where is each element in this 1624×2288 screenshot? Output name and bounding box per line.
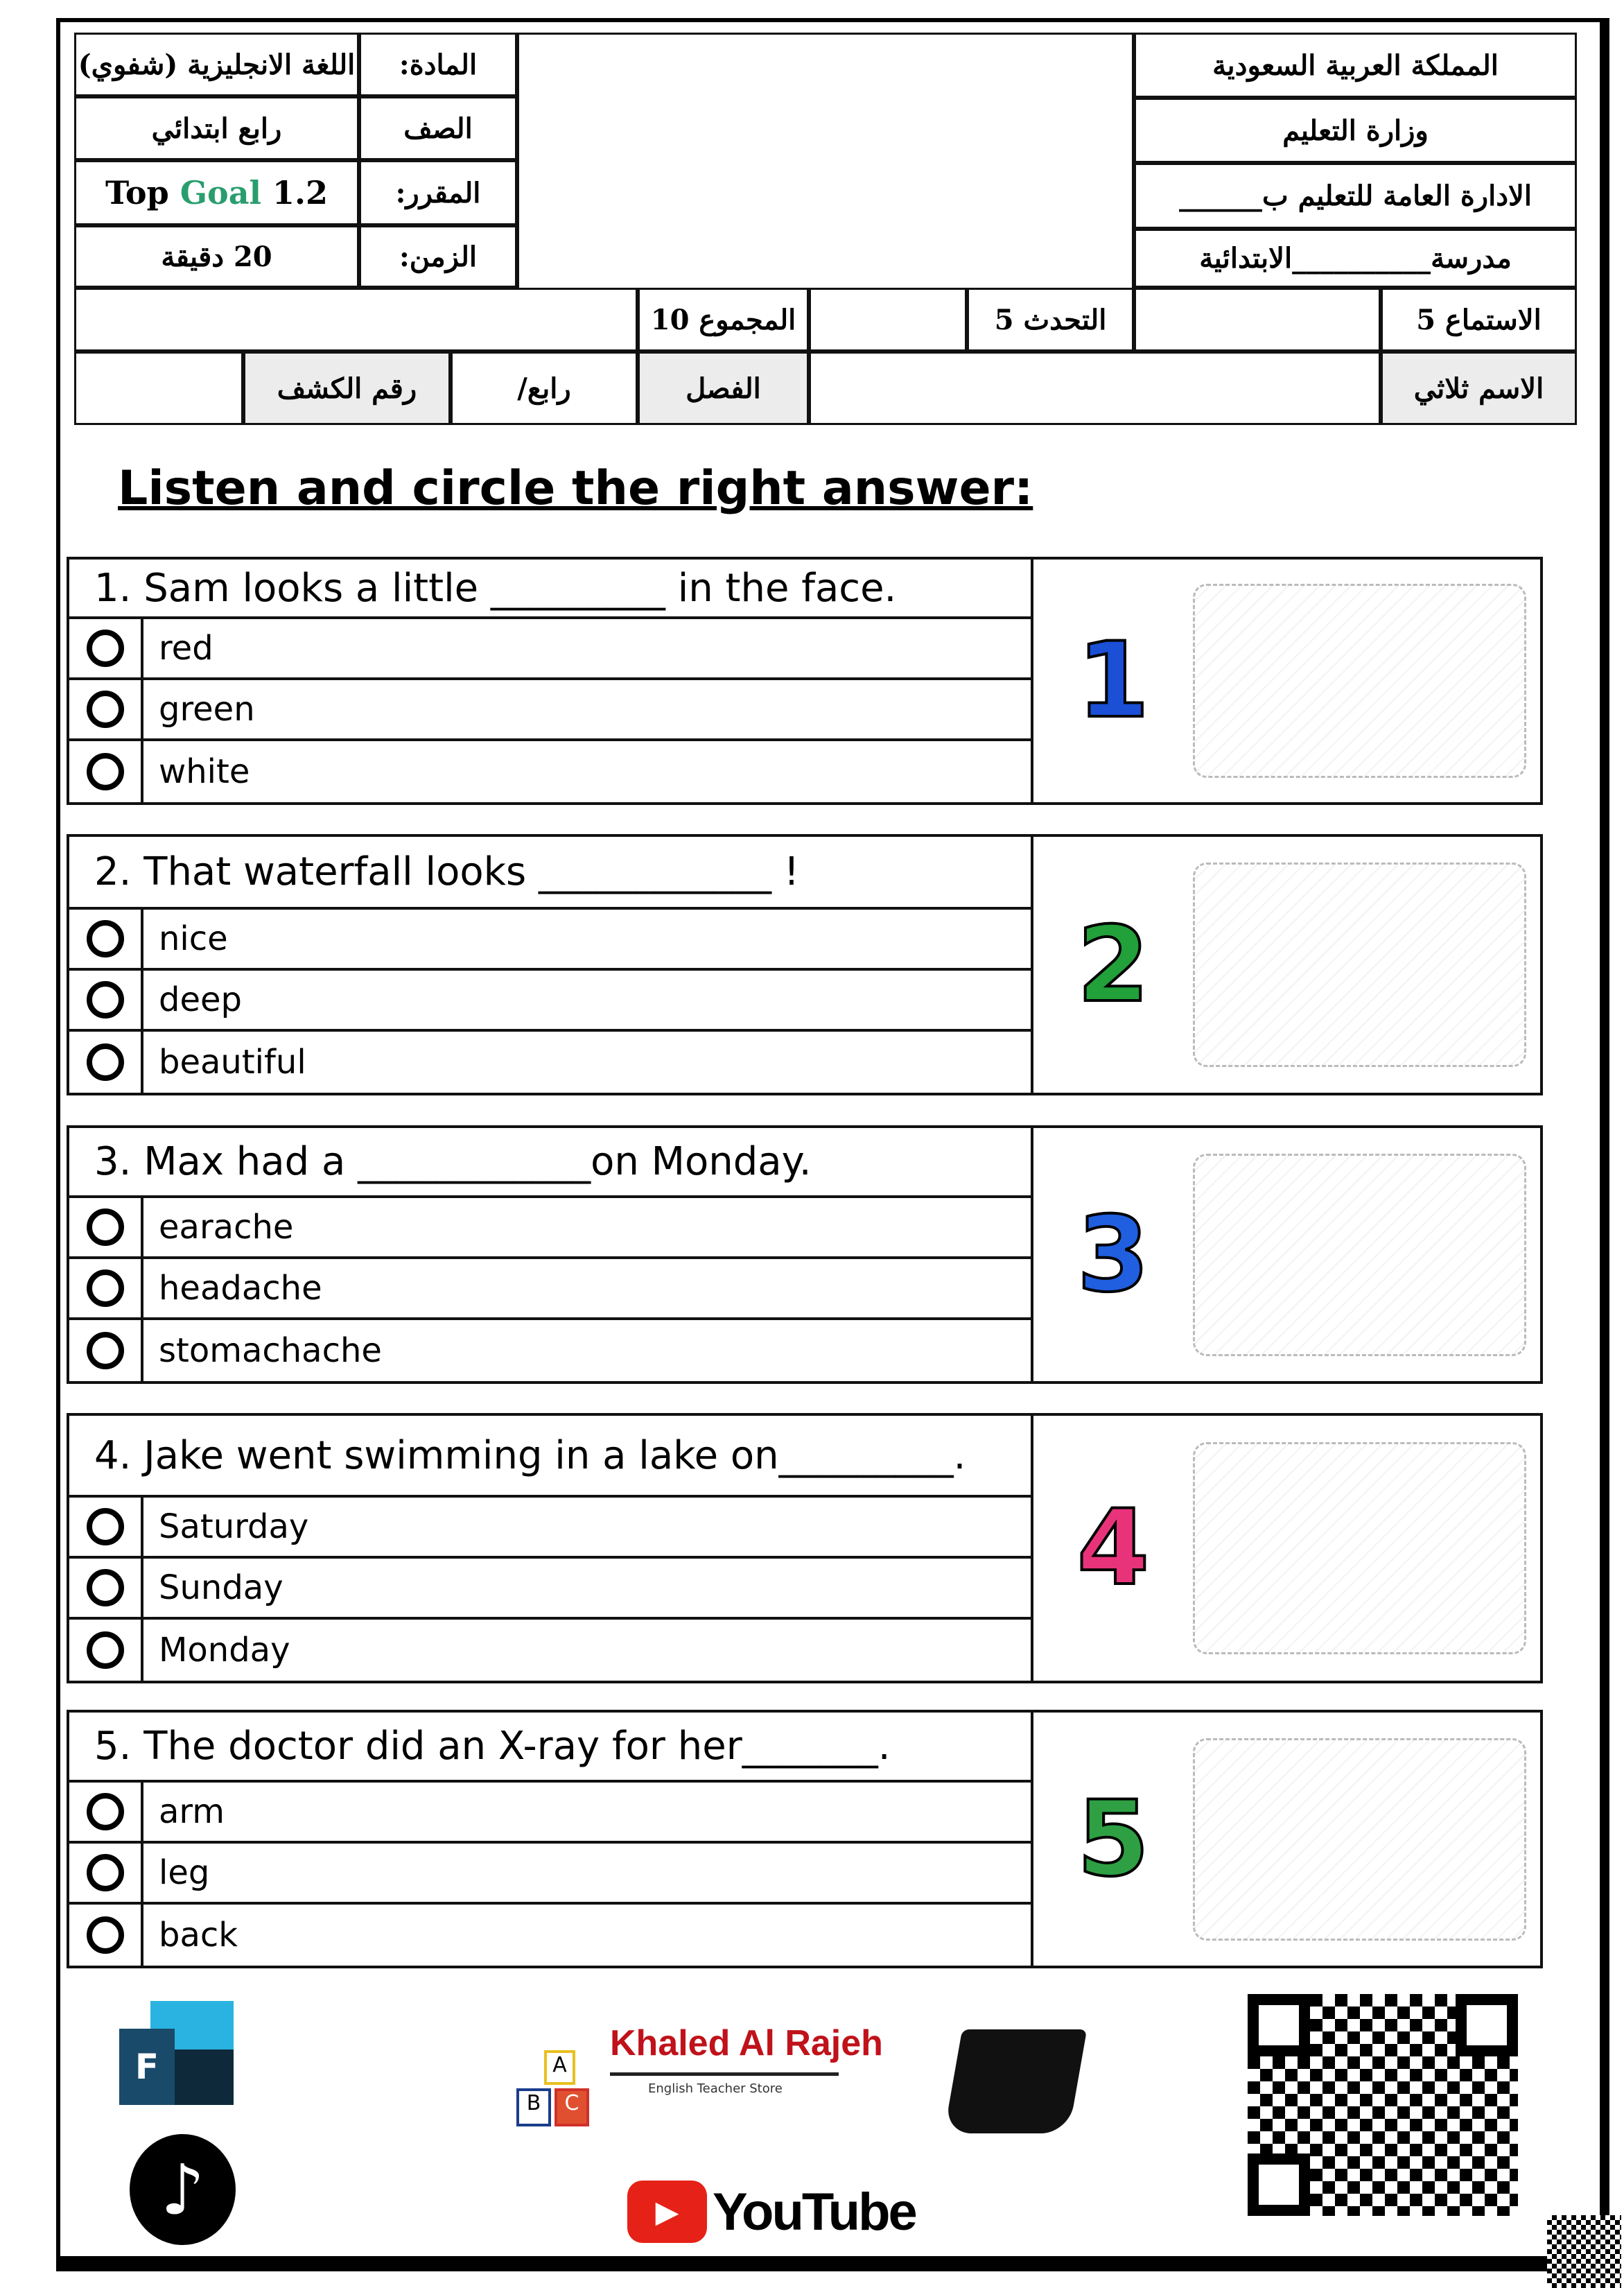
option-circle[interactable] bbox=[69, 910, 143, 968]
option-label: stomachache bbox=[159, 1331, 382, 1370]
youtube-play-icon: ▶ bbox=[627, 2181, 707, 2243]
label-grade: الصف bbox=[359, 96, 517, 160]
option-label: nice bbox=[159, 919, 228, 958]
value-course bbox=[74, 160, 359, 225]
illustration-number: 4 bbox=[1076, 1488, 1150, 1609]
course-suffix: 1.2 bbox=[261, 174, 329, 211]
tiktok-icon[interactable]: ♪ bbox=[130, 2134, 236, 2245]
option-label: back bbox=[159, 1916, 238, 1955]
score-total: المجموع 10 bbox=[638, 288, 809, 352]
option-label: green bbox=[159, 690, 255, 729]
question-table bbox=[69, 837, 1033, 1093]
value-subject: اللغة الانجليزية (شفوي) bbox=[74, 33, 359, 96]
question-text: 2. That waterfall looks ____________ ! bbox=[69, 837, 1031, 910]
option-row[interactable] bbox=[69, 1032, 1031, 1093]
question-block bbox=[67, 557, 1543, 805]
small-qr-code[interactable] bbox=[1547, 2215, 1621, 2288]
illustration-sketch-image bbox=[1193, 1154, 1526, 1356]
fb-letter: F bbox=[119, 2029, 175, 2105]
option-label: earache bbox=[159, 1208, 294, 1247]
option-label: beautiful bbox=[159, 1043, 306, 1082]
brand-subtitle: English Teacher Store bbox=[648, 2081, 783, 2096]
pencil-holder-icon bbox=[944, 2029, 1087, 2133]
illustration-number: 3 bbox=[1076, 1194, 1150, 1315]
option-row[interactable] bbox=[69, 1259, 1031, 1320]
question-text: 4. Jake went swimming in a lake on_________. bbox=[69, 1416, 1031, 1498]
score-total-field[interactable] bbox=[74, 288, 638, 352]
option-circle[interactable] bbox=[69, 1198, 143, 1256]
question-illustration bbox=[1033, 1416, 1540, 1681]
value-grade: رابع ابتدائي bbox=[74, 96, 359, 160]
option-circle[interactable] bbox=[69, 680, 143, 738]
course-goal: Goal bbox=[180, 174, 261, 211]
question-block bbox=[67, 1413, 1543, 1683]
question-block bbox=[67, 1125, 1543, 1384]
question-illustration bbox=[1033, 837, 1540, 1093]
option-label: Sunday bbox=[159, 1568, 283, 1607]
youtube-link[interactable] bbox=[627, 2178, 916, 2245]
label-time: الزمن: bbox=[359, 225, 517, 288]
question-table bbox=[69, 560, 1033, 802]
option-label: white bbox=[159, 752, 250, 791]
option-row[interactable] bbox=[69, 1498, 1031, 1559]
option-circle[interactable] bbox=[69, 1844, 143, 1902]
option-row[interactable] bbox=[69, 910, 1031, 971]
option-row[interactable] bbox=[69, 680, 1031, 741]
option-circle[interactable] bbox=[69, 1783, 143, 1841]
option-label: Monday bbox=[159, 1631, 290, 1670]
header-country: المملكة العربية السعودية bbox=[1134, 33, 1577, 98]
illustration-number: 2 bbox=[1076, 904, 1150, 1025]
option-row[interactable] bbox=[69, 1320, 1031, 1381]
instructions-title: Listen and circle the right answer: bbox=[118, 461, 1033, 516]
option-circle[interactable] bbox=[69, 1905, 143, 1966]
option-row[interactable] bbox=[69, 971, 1031, 1032]
option-circle[interactable] bbox=[69, 1320, 143, 1381]
option-label: red bbox=[159, 629, 213, 668]
question-illustration bbox=[1033, 1713, 1540, 1966]
class-label: الفصل bbox=[638, 352, 809, 425]
option-label: Saturday bbox=[159, 1507, 309, 1546]
option-circle[interactable] bbox=[69, 741, 143, 802]
illustration-sketch-image bbox=[1193, 863, 1526, 1067]
option-label: headache bbox=[159, 1269, 322, 1308]
illustration-sketch-image bbox=[1193, 1442, 1526, 1654]
question-block bbox=[67, 1710, 1543, 1968]
option-circle[interactable] bbox=[69, 1559, 143, 1617]
label-course: المقرر: bbox=[359, 160, 517, 225]
question-table bbox=[69, 1713, 1033, 1966]
option-circle[interactable] bbox=[69, 1620, 143, 1681]
illustration-sketch-image bbox=[1193, 1738, 1526, 1941]
class-field[interactable]: رابع/ bbox=[451, 352, 638, 425]
question-block bbox=[67, 834, 1543, 1095]
abc-blocks-icon: A B C bbox=[516, 2050, 600, 2126]
option-label: deep bbox=[159, 980, 242, 1019]
option-label: leg bbox=[159, 1853, 210, 1892]
roll-field[interactable] bbox=[74, 352, 243, 425]
value-time: 20 دقيقة bbox=[74, 225, 359, 288]
label-subject: المادة: bbox=[359, 33, 517, 96]
option-row[interactable] bbox=[69, 1620, 1031, 1681]
header-directorate: الادارة العامة للتعليم ب______ bbox=[1134, 163, 1577, 229]
option-row[interactable] bbox=[69, 1905, 1031, 1966]
option-row[interactable] bbox=[69, 619, 1031, 680]
score-listening: الاستماع 5 bbox=[1381, 288, 1577, 352]
question-table bbox=[69, 1128, 1033, 1381]
youtube-label: YouTube bbox=[713, 2182, 916, 2242]
qr-code[interactable] bbox=[1248, 1994, 1518, 2216]
name-field[interactable] bbox=[809, 352, 1381, 425]
option-row[interactable] bbox=[69, 1559, 1031, 1620]
option-circle[interactable] bbox=[69, 1032, 143, 1093]
question-illustration bbox=[1033, 1128, 1540, 1381]
roll-label: رقم الكشف bbox=[243, 352, 451, 425]
name-label: الاسم ثلاثي bbox=[1381, 352, 1577, 425]
option-circle[interactable] bbox=[69, 619, 143, 677]
option-circle[interactable] bbox=[69, 971, 143, 1029]
question-text: 5. The doctor did an X-ray for her_______. bbox=[69, 1713, 1031, 1783]
score-speaking: التحدث 5 bbox=[967, 288, 1134, 352]
option-circle[interactable] bbox=[69, 1259, 143, 1317]
option-row[interactable] bbox=[69, 741, 1031, 802]
question-illustration bbox=[1033, 560, 1540, 802]
illustration-number: 5 bbox=[1076, 1778, 1150, 1900]
illustration-sketch-image bbox=[1193, 584, 1526, 778]
course-prefix: Top bbox=[105, 174, 180, 211]
option-row[interactable] bbox=[69, 1844, 1031, 1905]
header-school: مدرسة__________الابتدائية bbox=[1134, 229, 1577, 288]
facebook-icon[interactable] bbox=[119, 2001, 234, 2105]
option-row[interactable] bbox=[69, 1783, 1031, 1844]
question-text: 1. Sam looks a little _________ in the face. bbox=[69, 560, 1031, 619]
option-circle[interactable] bbox=[69, 1498, 143, 1556]
header-ministry: وزارة التعليم bbox=[1134, 98, 1577, 163]
question-table bbox=[69, 1416, 1033, 1681]
header-blank-area bbox=[517, 33, 1134, 288]
brand-name: Khaled Al Rajeh bbox=[610, 2023, 883, 2063]
illustration-number: 1 bbox=[1076, 621, 1150, 741]
score-speaking-field[interactable] bbox=[809, 288, 967, 352]
question-text: 3. Max had a ____________on Monday. bbox=[69, 1128, 1031, 1198]
brand-logo bbox=[516, 2009, 1085, 2133]
option-row[interactable] bbox=[69, 1198, 1031, 1259]
score-listening-field[interactable] bbox=[1134, 288, 1381, 352]
option-label: arm bbox=[159, 1792, 225, 1831]
